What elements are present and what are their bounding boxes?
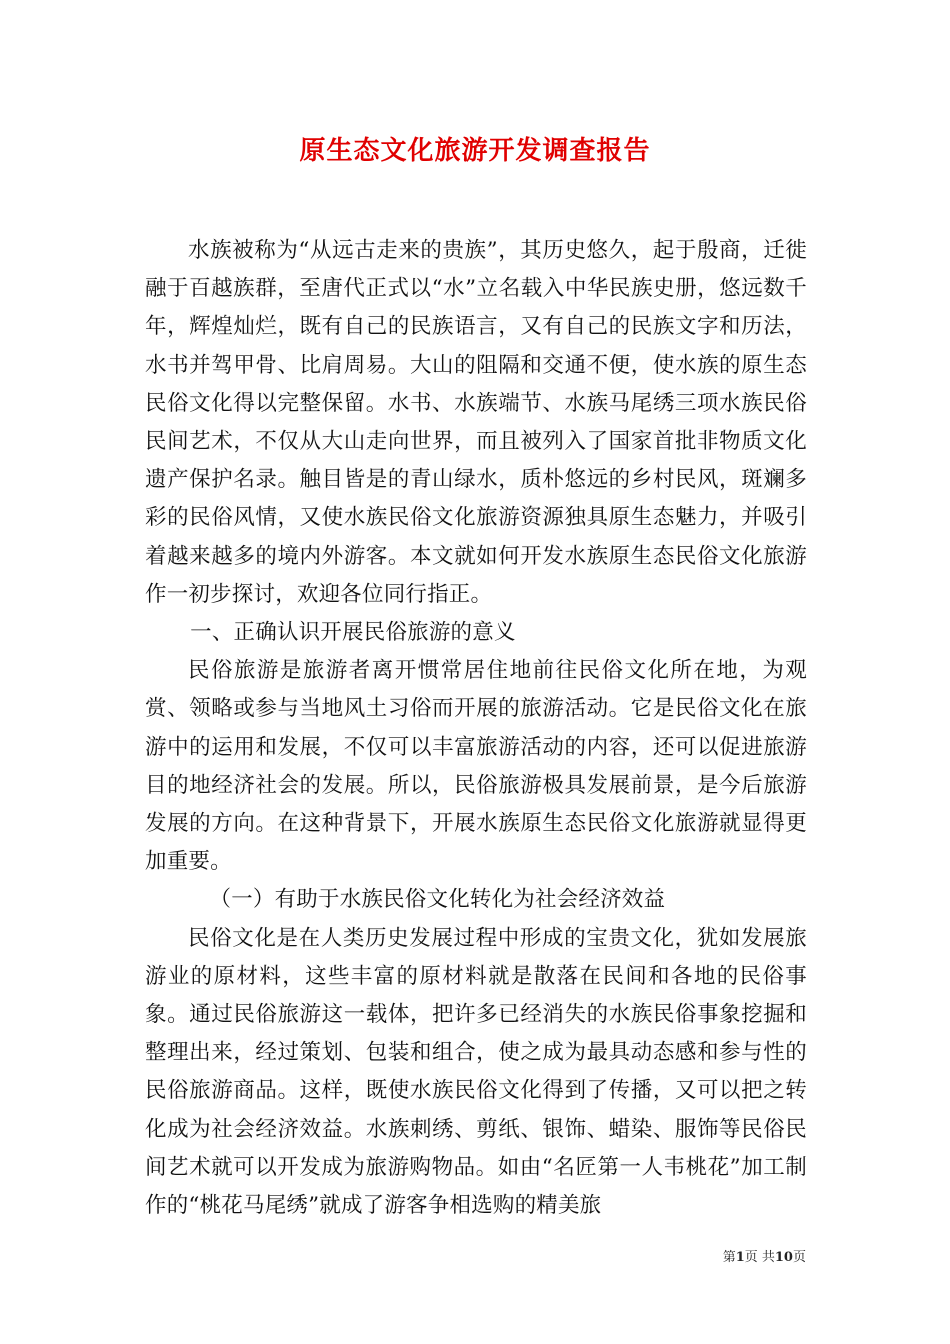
footer-total-pages: 10 <box>774 1250 793 1265</box>
document-title: 原生态文化旅游开发调查报告 <box>299 136 651 166</box>
page-footer <box>723 1246 806 1265</box>
footer-page-number: 1 <box>735 1250 745 1265</box>
document-body <box>145 232 807 1225</box>
footer-middle: 页 共 <box>744 1250 775 1265</box>
footer-prefix: 第 <box>722 1250 736 1265</box>
subsection-1-paragraph: 民俗文化是在人类历史发展过程中形成的宝贵文化，犹如发展旅游业的原材料，这些丰富的原材料就是散落在民间和各地的民俗事象。通过民俗旅游这一载体，把许多已经消失的水族民俗事象挖掘和整理出来，经过策划、包装和组合，使之成为最具动态感和参与性的民俗旅游商品。这样，既使水族民俗文化得到了传播，又可以把之转化成为社会经济效益。水族刺绣、剪纸、银饰、蜡染、服饰等民俗民间艺术就可以开发成为旅游购物品。如由“名匠第一人韦桃花”加工制作的“桃花马尾绣”就成了游客争相选购的精美旅 <box>145 925 807 1219</box>
section-heading-1: 一、正确认识开展民俗旅游的意义 <box>190 620 516 646</box>
intro-paragraph: 水族被称为“从远古走来的贵族”，其历史悠久，起于殷商，迁徙融于百越族群，至唐代正式以“水”立名载入中华民族史册，悠远数千年，辉煌灿烂，既有自己的民族语言，又有自己的民族文字和历法，水书并驾甲骨、比肩周易。大山的阻隔和交通不便，使水族的原生态民俗文化得以完整保留。水书、水族端节、水族马尾绣三项水族民俗民间艺术，不仅从大山走向世界，而且被列入了国家首批非物质文化遗产保护名录。触目皆是的青山绿水，质朴悠远的乡村民风，斑斓多彩的民俗风情，又使水族民俗文化旅游资源独具原生态魅力，并吸引着越来越多的境内外游客。本文就如何开发水族原生态民俗文化旅游作一初步探讨，欢迎各位同行指正。 <box>145 238 807 607</box>
footer-suffix: 页 <box>792 1250 806 1265</box>
section-1-paragraph: 民俗旅游是旅游者离开惯常居住地前往民俗文化所在地，为观赏、领略或参与当地风土习俗而开展的旅游活动。它是民俗文化在旅游中的运用和发展，不仅可以丰富旅游活动的内容，还可以促进旅游目的地经济社会的发展。所以，民俗旅游极具发展前景，是今后旅游发展的方向。在这种背景下，开展水族原生态民俗文化旅游就显得更加重要。 <box>145 658 807 875</box>
subsection-heading-1: （一）有助于水族民俗文化转化为社会经济效益 <box>209 887 666 913</box>
